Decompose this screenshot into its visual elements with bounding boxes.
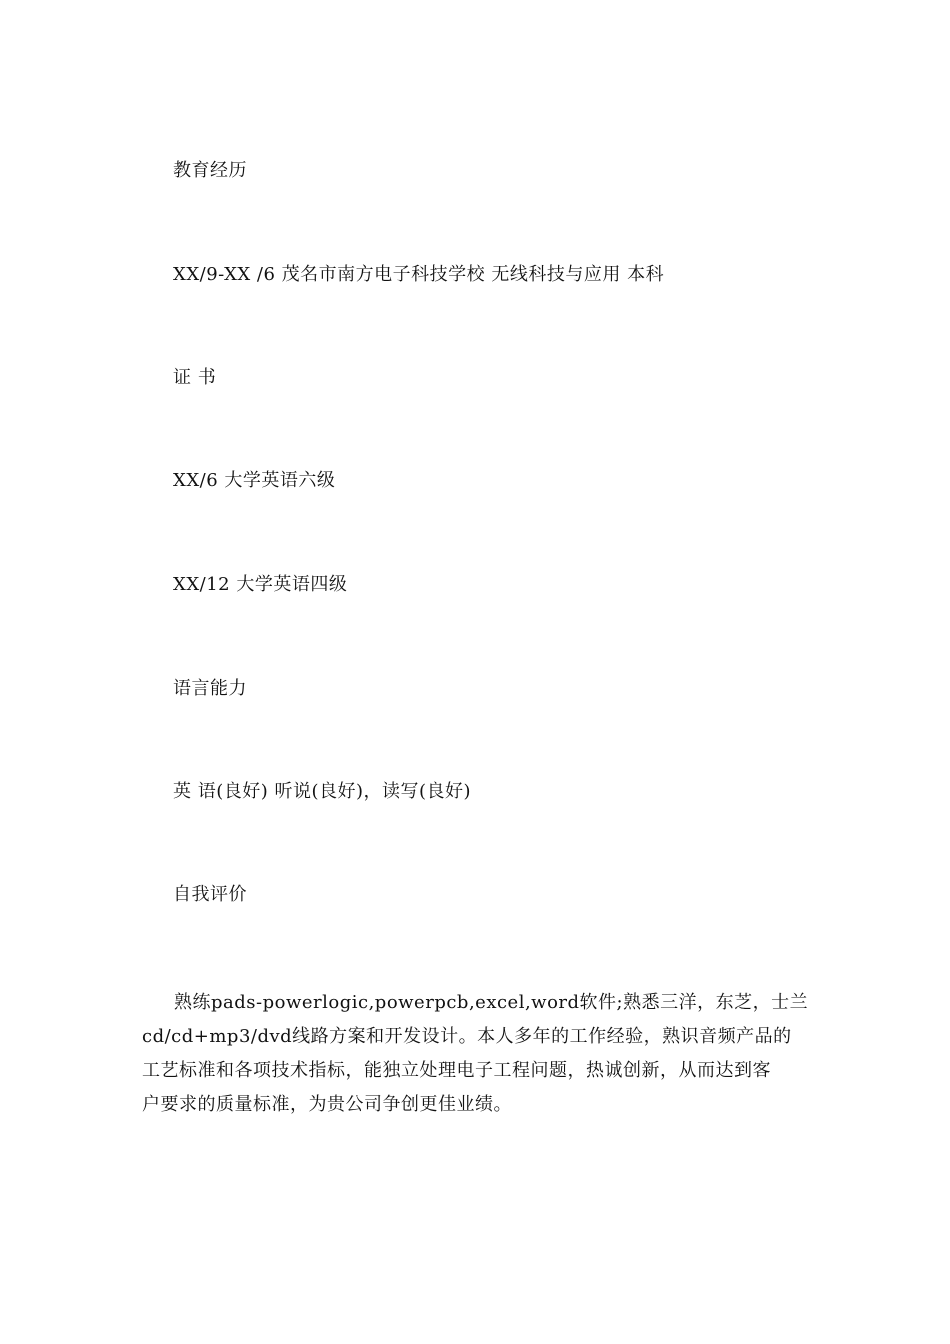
paragraph-line: 户要求的质量标准，为贵公司争创更佳业绩。 [142, 1094, 512, 1115]
paragraph-line: 工艺标准和各项技术指标，能独立处理电子工程问题，热诚创新，从而达到客 [142, 1060, 771, 1081]
paragraph-line: cd/cd+mp3/dvd线路方案和开发设计。本人多年的工作经验，熟识音频产品的 [142, 1026, 792, 1047]
paragraph-line: 熟练pads-powerlogic,powerpcb,excel,word软件;熟悉三洋，东芝，士兰 [174, 992, 809, 1013]
certificate-item: XX/6 大学英语六级 [173, 470, 336, 491]
self-evaluation-paragraph [142, 986, 809, 1122]
language-heading: 语言能力 [173, 678, 247, 699]
language-entry: 英 语(良好) 听说(良好)，读写(良好) [173, 781, 472, 802]
certificate-item: XX/12 大学英语四级 [173, 574, 348, 595]
self-evaluation-heading: 自我评价 [173, 884, 247, 905]
education-heading: 教育经历 [173, 160, 247, 181]
education-entry: XX/9-XX /6 茂名市南方电子科技学校 无线科技与应用 本科 [173, 264, 665, 285]
certificates-heading: 证 书 [173, 367, 217, 388]
